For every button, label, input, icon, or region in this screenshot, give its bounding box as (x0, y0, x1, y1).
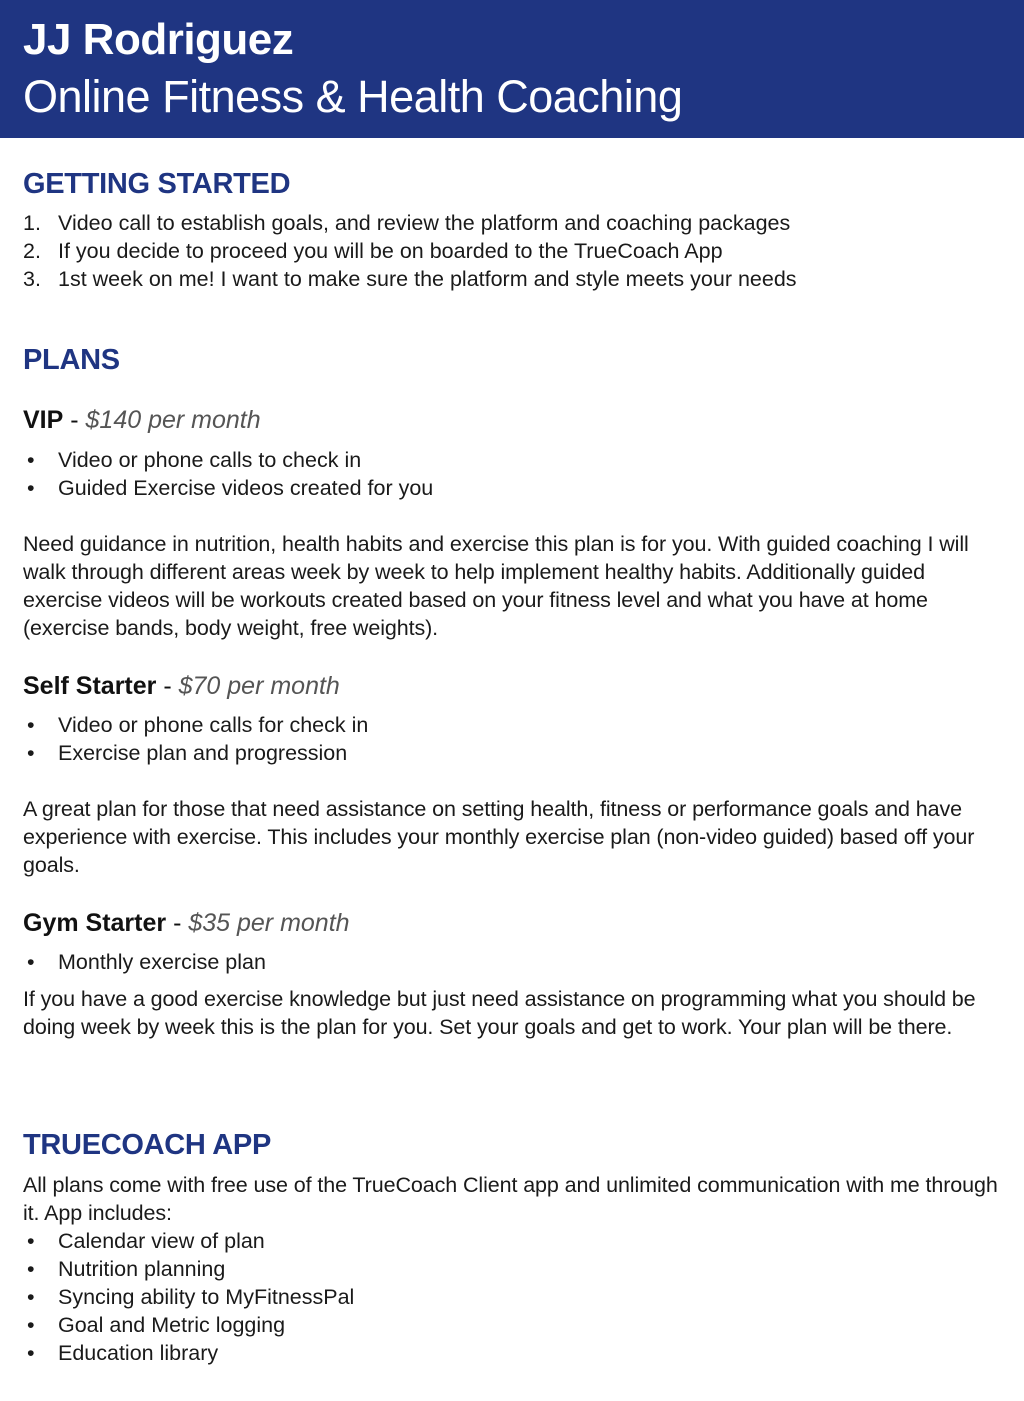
truecoach-intro: All plans come with free use of the TrueCoach Client app and unlimited communication with me through it. App includes: (23, 1173, 998, 1225)
bullet-icon: • (27, 1257, 35, 1281)
bullet-icon: • (27, 713, 35, 737)
bullet-icon: • (27, 476, 35, 500)
feature-item (23, 474, 433, 502)
feature-text: Video or phone calls for check in (58, 713, 369, 737)
plan-title-self-starter (23, 671, 340, 701)
plan-description-vip: Need guidance in nutrition, health habits and exercise this plan is for you. With guided coaching I will walk through different areas week by week to help implement healthy habits. Additionally guided exercise videos will be workouts created based on your fitness level and what you have at home (exercise bands, body weight, free weights). (23, 532, 969, 640)
bullet-icon: • (27, 741, 35, 765)
plan-separator: - (156, 672, 179, 700)
bullet-icon: • (27, 1341, 35, 1365)
step-text: 1st week on me! I want to make sure the platform and style meets your needs (58, 267, 797, 291)
bullet-icon: • (27, 950, 35, 974)
step-number: 1. (23, 211, 41, 235)
feature-text: Monthly exercise plan (58, 950, 266, 974)
plan-title-gym-starter (23, 908, 350, 938)
plan-name: Gym Starter (23, 909, 167, 937)
step-item (23, 237, 723, 265)
feature-item (23, 1255, 225, 1283)
coach-name: JJ Rodriguez (23, 15, 294, 64)
feature-text: Exercise plan and progression (58, 741, 348, 765)
feature-item (23, 739, 347, 767)
feature-text: Syncing ability to MyFitnessPal (58, 1285, 355, 1309)
plan-separator: - (166, 909, 189, 937)
step-number: 2. (23, 239, 41, 263)
section-title-plans: PLANS (23, 344, 120, 376)
step-item (23, 265, 797, 293)
feature-text: Goal and Metric logging (58, 1313, 286, 1337)
plan-price: $140 per month (85, 406, 261, 434)
bullet-icon: • (27, 1229, 35, 1253)
header-banner (0, 0, 1024, 138)
feature-item (23, 1283, 354, 1311)
feature-item (23, 1339, 218, 1367)
plan-title-vip (23, 405, 261, 435)
plan-name: Self Starter (23, 672, 157, 700)
feature-item (23, 711, 368, 739)
plan-price: $35 per month (188, 909, 350, 937)
plan-separator: - (63, 406, 86, 434)
section-title-truecoach-app: TRUECOACH APP (23, 1129, 271, 1161)
page-subtitle: Online Fitness & Health Coaching (23, 71, 683, 122)
feature-item (23, 1227, 265, 1255)
step-item (23, 209, 790, 237)
bullet-icon: • (27, 448, 35, 472)
plan-name: VIP (23, 406, 64, 434)
section-title-getting-started: GETTING STARTED (23, 168, 291, 200)
feature-text: Calendar view of plan (58, 1229, 265, 1253)
step-text: Video call to establish goals, and review the platform and coaching packages (58, 211, 791, 235)
feature-item (23, 1311, 285, 1339)
step-number: 3. (23, 267, 41, 291)
plan-price: $70 per month (178, 672, 340, 700)
feature-text: Education library (58, 1341, 219, 1365)
feature-text: Guided Exercise videos created for you (58, 476, 434, 500)
plan-description-self-starter: A great plan for those that need assistance on setting health, fitness or performance goals and have experience with exercise. This includes your monthly exercise plan (non-video guided) based off your goals. (23, 797, 975, 877)
plan-description-gym-starter: If you have a good exercise knowledge but just need assistance on programming what you should be doing week by week this is the plan for you. Set your goals and get to work. Your plan will be there. (23, 987, 976, 1039)
feature-item (23, 446, 361, 474)
feature-text: Nutrition planning (58, 1257, 226, 1281)
step-text: If you decide to proceed you will be on boarded to the TrueCoach App (58, 239, 723, 263)
feature-item (23, 948, 266, 976)
bullet-icon: • (27, 1313, 35, 1337)
feature-text: Video or phone calls to check in (58, 448, 362, 472)
bullet-icon: • (27, 1285, 35, 1309)
